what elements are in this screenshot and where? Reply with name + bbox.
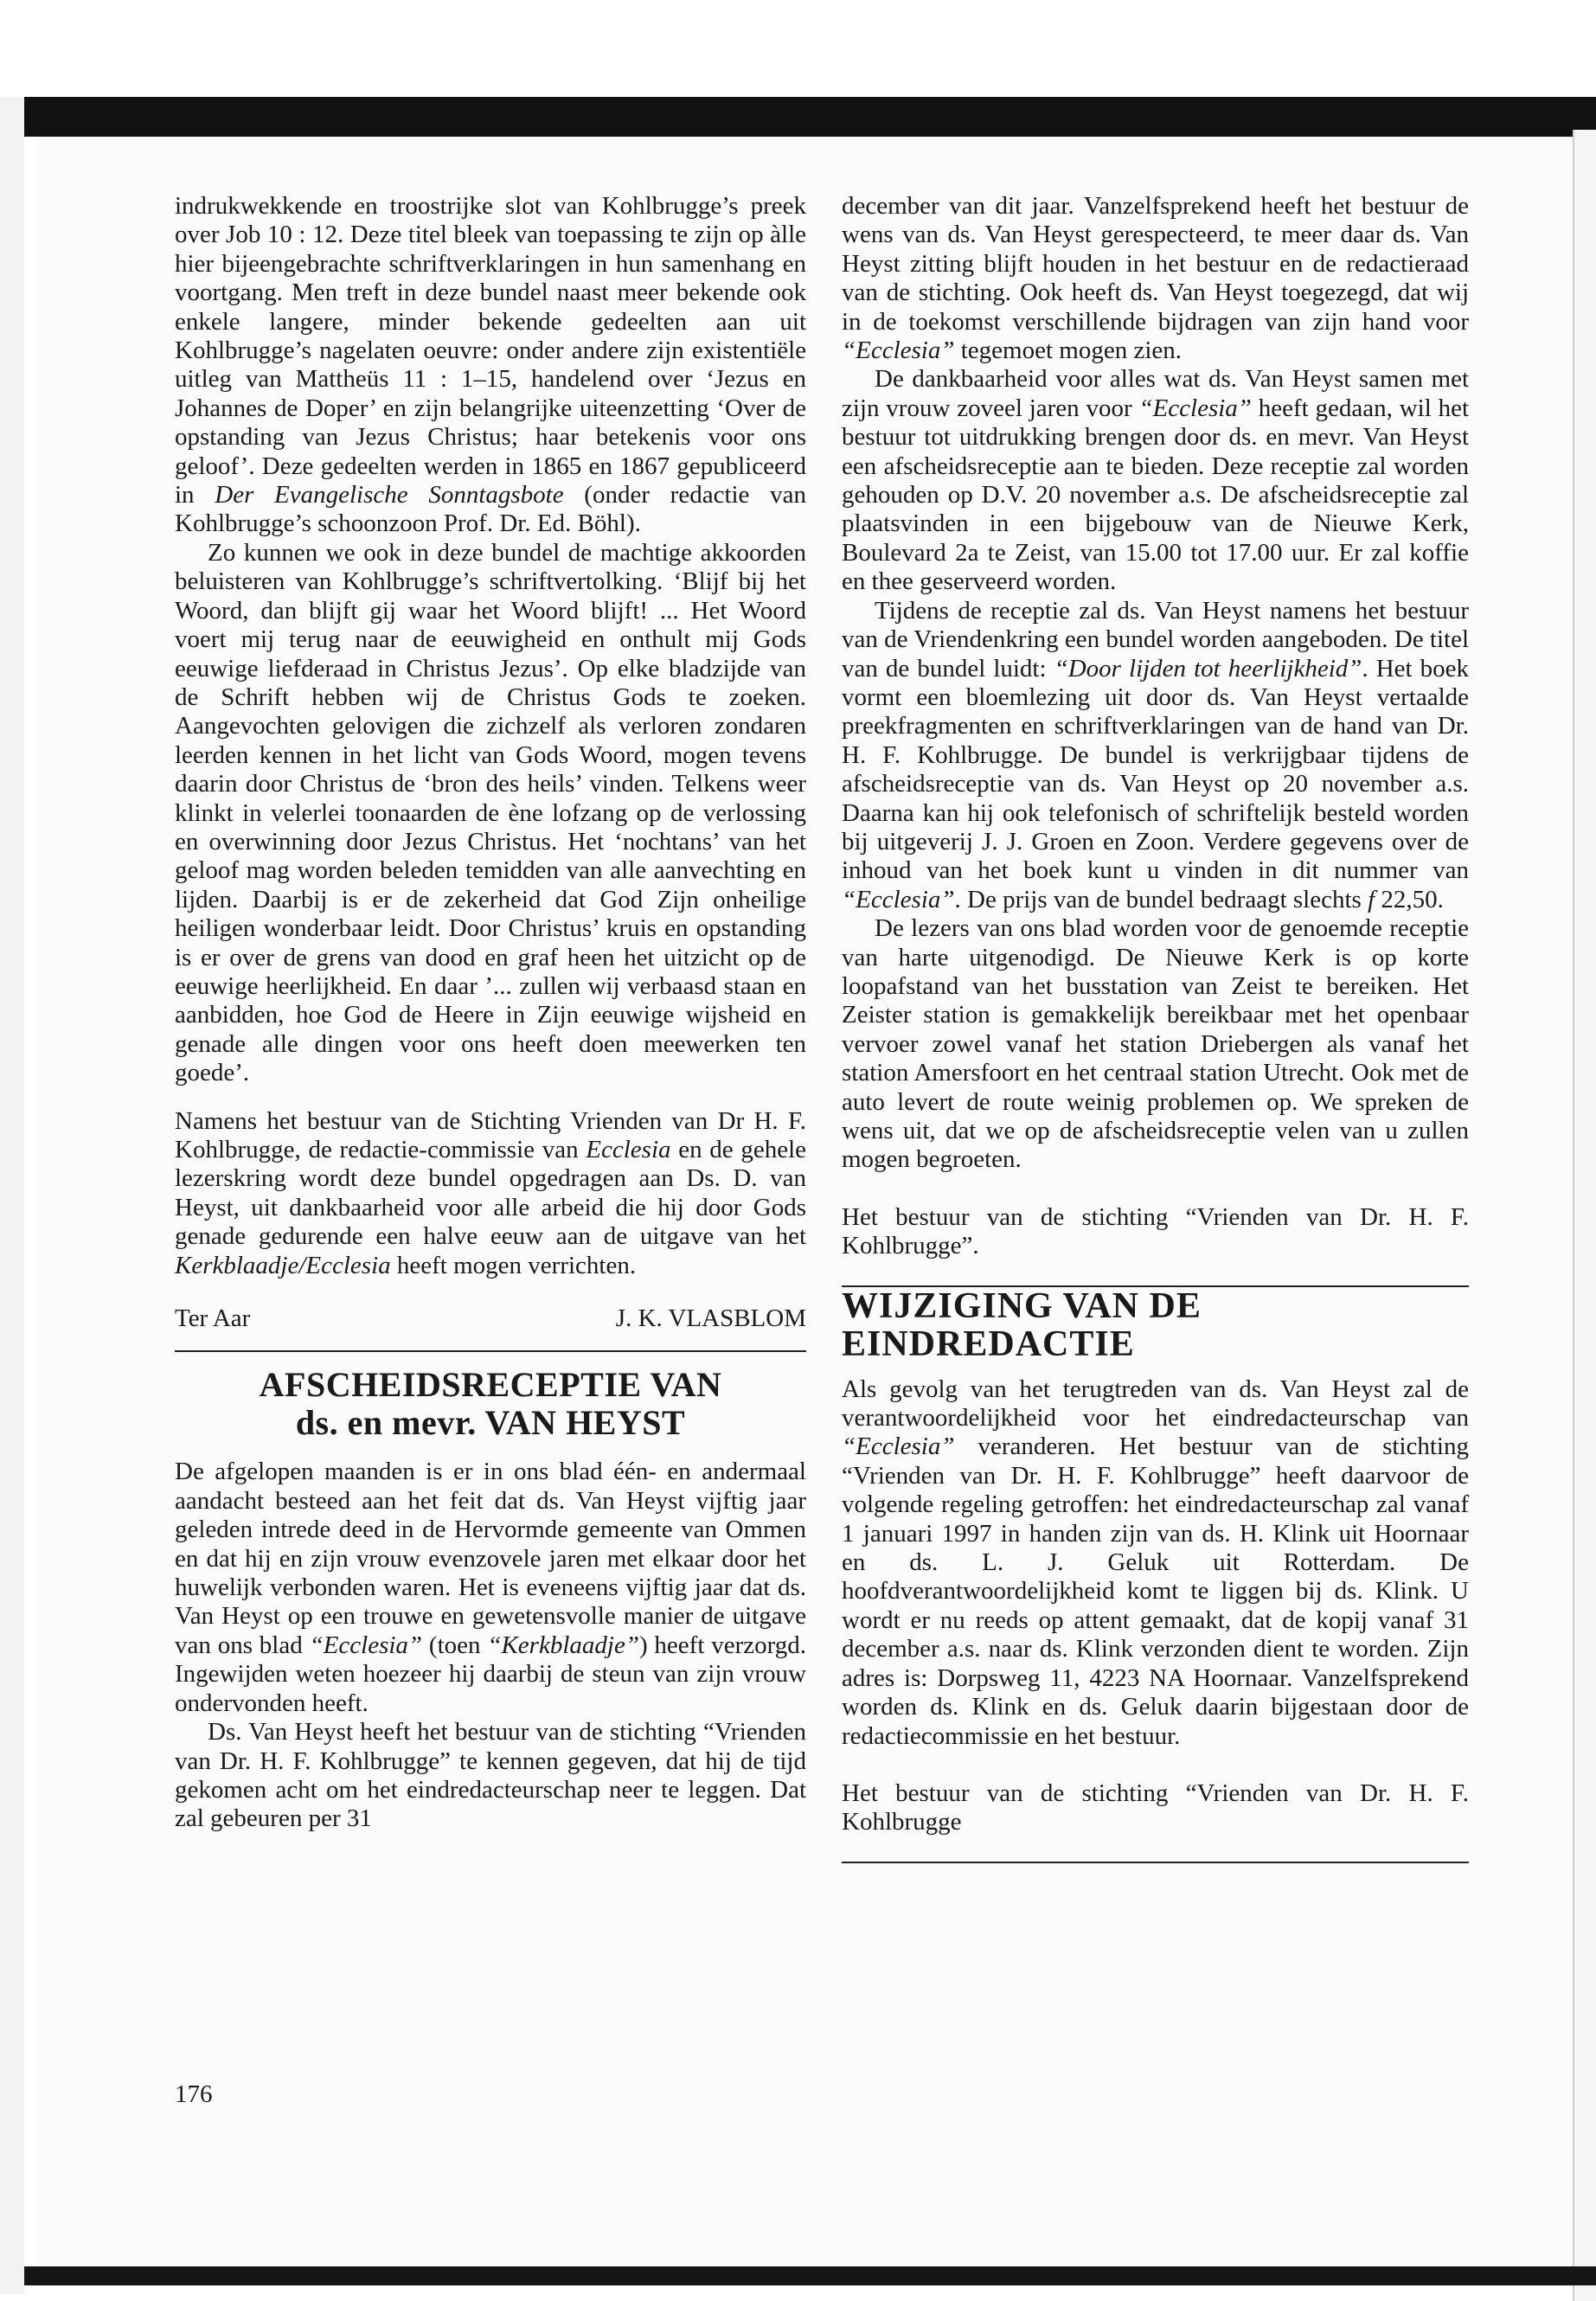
left-paragraph-2: Zo kunnen we ook in deze bundel de machtige akkoorden beluisteren van Kohlbrugge’s schriftvertolking. ‘Blijf bij het Woord, dan blijft gij waar het Woord blijft! ... Het Woord voert mij terug naar de eeuwigheid en onthult mij Gods eeuwige liefderaad in Christus Jezus’. Op elke bladzijde van de Schrift hebben wij de Christus Gods te zoeken. Aangevochten gelovigen die zichzelf als verloren zondaren leerden kennen in het licht van Gods Woord, mogen tevens daarin door Christus de ‘bron des heils’ vinden. Telkens weer klinkt in velerlei toonaarden de ène lofzang op de verlossing en overwinning door Jezus Christus. Het ‘nochtans’ van het geloof mag worden beleden temidden van alle aanvechting en lijden. Daarbij is er de zekerheid dat God Zijn onheilige heiligen wonderbaar leidt. Door Christus’ kruis en opstanding is er over de grens van dood en graf heen het uitzicht op de eeuwige heerlijkheid. En daar ’... zullen wij verbaasd staan en aanbidden, hoe God de Heere in Zijn eeuwige wijsheid en genade alle dingen voor ons heeft doen meewerken ten goede’. [175, 538, 806, 1087]
section-heading-afscheidsreceptie: AFSCHEIDSRECEPTIE VAN ds. en mevr. VAN HEYST [259, 1365, 722, 1443]
book-price: 22,50. [1381, 885, 1444, 913]
title-der-evangelische-sonntagsbote: Der Evangelische Sonntagsbote [215, 481, 564, 510]
right-paragraph-1: december van dit jaar. Vanzelfsprekend heeft het bestuur de wens van ds. Van Heyst gerespecteerd, te meer daar ds. Van Heyst zitting blijft houden in het bestuur en de redactieraad van de stichting. Ook heeft ds. Van Heyst toegezegd, dat wij in de toekomst verschillende bijdragen van zijn hand voor “Ecclesia” tegemoet mogen zien. [842, 192, 1469, 365]
section-divider [175, 1350, 806, 1352]
signature-name: J. K. VLASBLOM [615, 1304, 806, 1333]
signature-line [175, 1304, 806, 1333]
right-paragraph-2: De dankbaarheid voor alles wat ds. Van Heyst samen met zijn vrouw zoveel jaren voor “Ecclesia” heeft gedaan, wil het bestuur tot uitdrukking brengen door ds. en mevr. Van Heyst een afscheidsreceptie aan te bieden. Deze receptie zal worden gehouden op D.V. 20 november a.s. De afscheidsreceptie zal plaatsvinden in een bijgebouw van de Nieuwe Kerk, Boulevard 2a te Zeist, van 15.00 tot 17.00 uur. Er zal koffie en thee geserveerd worden. [842, 365, 1469, 596]
guilder-sign: f [1368, 885, 1375, 913]
left-paragraph-1: indrukwekkende en troostrijke slot van Kohlbrugge’s preek over Job 10 : 12. Deze titel bleek van toepassing te zijn op àlle hier bijeengebrachte schriftverklaringen in hun samenhang en voortgang. Men treft in deze bundel naast meer bekende ook enkele langere, minder bekende gedeelten aan uit Kohlbrugge’s nagelaten oeuvre: onder andere zijn existentiële uitleg van Mattheüs 11 : 1–15, handelend over ‘Jezus en Johannes de Doper’ en zijn belangrijke uiteenzetting ‘Over de opstanding van Jezus Christus; haar betekenis voor ons geloof’. Deze gedeelten werden in 1865 en 1867 gepubliceerd in Der Evangelische Sonntagsbote (onder redactie van Kohlbrugge’s schoonzoon Prof. Dr. Ed. Böhl). [175, 192, 806, 538]
right-paragraph-4: De lezers van ons blad worden voor de genoemde receptie van harte uitgenodigd. De Nieuwe Kerk is op korte loopafstand van het busstation van Zeist te bereiken. Het Zeister station is gemakkelijk bereikbaar met het openbaar vervoer zowel vanaf het station Driebergen als vanaf het station Amersfoort en het centraal station Utrecht. Ook met de auto levert de route weinig problemen op. We spreken de wens uit, dat we op de afscheidsreceptie velen van u zullen mogen begroeten. [842, 914, 1469, 1174]
scan-left-margin [0, 97, 24, 2294]
right-paragraph-5: Als gevolg van het terugtreden van ds. Van Heyst zal de verantwoordelijkheid voor het eindredacteurschap van “Ecclesia” veranderen. Het bestuur van de stichting “Vrienden van Dr. H. F. Kohlbrugge” heeft daarvoor de volgende regeling getroffen: het eindredacteurschap zal vanaf 1 januari 1997 in handen zijn van ds. H. Klink uit Hoornaar en ds. L. J. Geluk uit Rotterdam. De hoofdverantwoordelijkheid komt te liggen bij ds. Klink. U wordt er nu reeds op attent gemaakt, dat de kopij vanaf 31 december a.s. naar ds. Klink verzonden dient te worden. Zijn adres is: Dorpsweg 11, 4223 NA Hoornaar. Vanzelfsprekend worden ds. Klink en ds. Geluk daarin bijgestaan door de redactiecommissie en het bestuur. [842, 1375, 1469, 1750]
scan-right-edge [1573, 130, 1596, 2301]
board-signature-2: Het bestuur van de stichting “Vrienden van Dr. H. F. Kohlbrugge [842, 1779, 1469, 1836]
board-signature-1: Het bestuur van de stichting “Vrienden van Dr. H. F. Kohlbrugge”. [842, 1202, 1469, 1260]
left-column [175, 192, 806, 1834]
signature-place: Ter Aar [175, 1304, 251, 1333]
section-heading-wijziging: WIJZIGING VAN DE EINDREDACTIE [842, 1285, 1202, 1364]
left-paragraph-4: De afgelopen maanden is er in ons blad één- en andermaal aandacht besteed aan het feit dat ds. Van Heyst vijftig jaar geleden intrede deed in de Hervormde gemeente van Ommen en dat hij en zijn vrouw evenzovele jaren met elkaar door het huwelijk verbonden waren. Het is eveneens vijftig jaar dat ds. Van Heyst op een trouwe en gewetensvolle manier de uitgave van ons blad “Ecclesia” (toen “Kerkblaadje”) heeft verzorgd. Ingewijden weten hoezeer hij daarbij de steun van zijn vrouw ondervonden heeft. [175, 1458, 807, 1717]
left-dedication-paragraph: Namens het bestuur van de Stichting Vrienden van Dr H. F. Kohlbrugge, de redactie-commissie van Ecclesia en de gehele lezerskring wordt deze bundel opgedragen aan Ds. D. van Heyst, uit dankbaarheid voor alle arbeid die hij door Gods genade gedurende een halve eeuw aan de uitgave van het Kerkblaadje/Ecclesia heeft mogen verrichten. [175, 1106, 807, 1279]
closing-divider-right [842, 1862, 1469, 1863]
scan-top-border [24, 97, 1596, 137]
right-paragraph-3: Tijdens de receptie zal ds. Van Heyst namens het bestuur van de Vriendenkring een bundel worden aangeboden. De titel van de bundel luidt: “Door lijden tot heerlijkheid”. Het boek vormt een bloemlezing uit door ds. Van Heyst vertaalde preekfragmenten en schriftverklaringen van de hand van Dr. H. F. Kohlbrugge. De bundel is verkrijgbaar tijdens de afscheidsreceptie van ds. Van Heyst op 20 november a.s. Daarna kan hij ook telefonisch of schriftelijk besteld worden bij uitgeverij J. J. Groen en Zoon. Verdere gegevens over de inhoud van het boek kunt u vinden in dit nummer van “Ecclesia”. De prijs van de bundel bedraagt slechts f 22,50. [842, 596, 1469, 913]
scan-bottom-border [24, 2266, 1596, 2285]
right-column [842, 192, 1469, 1863]
left-paragraph-5: Ds. Van Heyst heeft het bestuur van de stichting “Vrienden van Dr. H. F. Kohlbrugge” te kennen gegeven, dat hij de tijd gekomen acht om het eindredacteurschap neer te leggen. Dat zal gebeuren per 31 [175, 1718, 806, 1833]
book-title: “Door lijden tot heerlijkheid” [1054, 654, 1362, 683]
page-number: 176 [175, 2080, 213, 2108]
